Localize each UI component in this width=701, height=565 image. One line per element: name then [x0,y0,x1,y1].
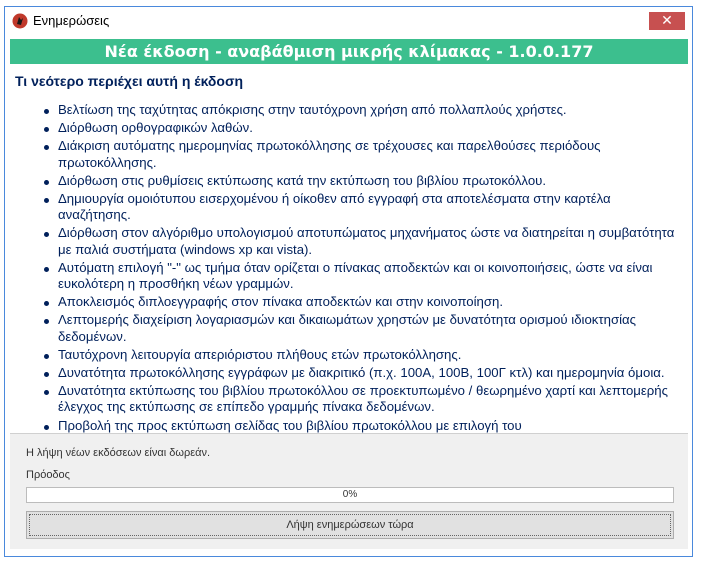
version-header: Νέα έκδοση - αναβάθμιση μικρής κλίμακας - 1.0.0.177 [10,39,688,64]
release-note-item: Διόρθωση στις ρυθμίσεις εκτύπωσης κατά την εκτύπωση του βιβλίου πρωτοκόλλου. [58,173,680,189]
release-note-item: Αυτόματη επιλογή "-" ως τμήμα όταν ορίζεται ο πίνακας αποδεκτών και οι κοινοποιήσεις, ώστε να είναι ευκολότερη η προσθήκη νέων γραμμών. [58,260,680,292]
app-logo-icon [12,13,28,29]
release-note-item: Προβολή της προς εκτύπωση σελίδας του βιβλίου πρωτοκόλλου με επιλογή του [58,418,680,434]
updates-window [4,6,693,557]
release-notes-heading: Τι νεότερο περιέχει αυτή η έκδοση [15,73,244,89]
free-download-notice: Η λήψη νέων εκδόσεων είναι δωρεάν. [26,447,211,459]
release-notes-list [10,102,680,434]
progress-label: Πρόοδος [26,469,70,481]
release-note-item: Διάκριση αυτόματης ημερομηνίας πρωτοκόλλησης σε τρέχουσες και παρελθούσες περιόδους πρωτοκόλλησης. [58,138,680,170]
close-button[interactable] [649,12,685,30]
release-note-item: Ταυτόχρονη λειτουργία απεριόριστου πλήθους ετών πρωτοκόλλησης. [58,347,680,363]
release-note-item: Διόρθωση ορθογραφικών λαθών. [58,120,680,136]
close-icon: ✕ [661,13,673,29]
progress-text: 0% [342,489,358,500]
release-note-item: Δυνατότητα πρωτοκόλλησης εγγράφων με διακριτικό (π.χ. 100Α, 100Β, 100Γ κτλ) και ημερομηνία όμοια. [58,365,680,381]
release-notes-panel[interactable] [10,64,688,434]
download-updates-button[interactable]: Λήψη ενημερώσεων τώρα [26,511,674,539]
release-note-item: Λεπτομερής διαχείριση λογαριασμών και δικαιωμάτων χρηστών με δυνατότητα ορισμού ιδιοκτησίας δεδομένων. [58,312,680,344]
dialog-content [10,39,688,549]
progress-bar [26,487,674,503]
release-note-item: Δημιουργία ομοιότυπου εισερχομένου ή οίκοθεν από εγγραφή στα αποτελέσματα στην καρτέλα αναζήτησης. [58,191,680,223]
release-note-item: Αποκλεισμός διπλοεγγραφής στον πίνακα αποδεκτών και στην κοινοποίηση. [58,294,680,310]
release-note-item: Διόρθωση στον αλγόριθμο υπολογισμού αποτυπώματος μηχανήματος ώστε να διατηρείται η συμβατότητα με παλιά συστήματα (windows xp και vista). [58,225,680,257]
release-note-item: Δυνατότητα εκτύπωσης του βιβλίου πρωτοκόλλου σε προεκτυπωμένο / θεωρημένο χαρτί και λεπτομερής έλεγχος της εκτύπωσης σε επίπεδο γραμμής πίνακα δεδομένων. [58,383,680,415]
window-title: Ενημερώσεις [33,13,110,28]
title-bar[interactable] [5,7,692,35]
release-note-item: Βελτίωση της ταχύτητας απόκρισης στην ταυτόχρονη χρήση από πολλαπλούς χρήστες. [58,102,680,118]
